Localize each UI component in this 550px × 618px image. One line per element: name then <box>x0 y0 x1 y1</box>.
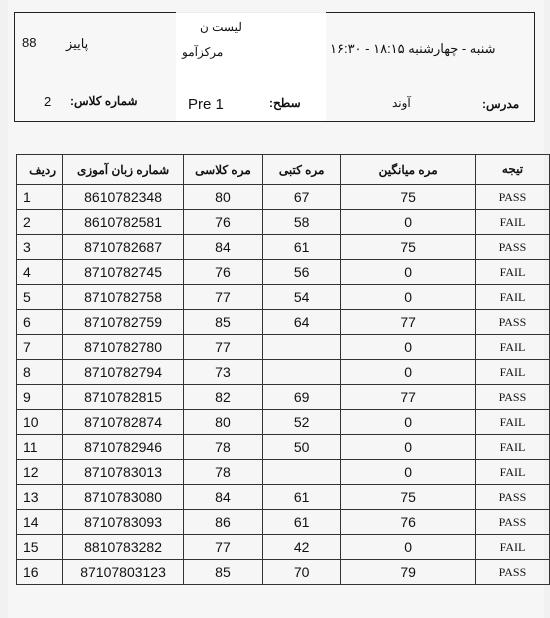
cell-written-score: 61 <box>262 510 340 535</box>
table-row <box>17 285 550 310</box>
grades-table <box>16 154 550 585</box>
class-number: 2 <box>44 94 52 109</box>
table-row <box>17 560 550 585</box>
table-row <box>17 210 550 235</box>
cell-written-score: 70 <box>262 560 340 585</box>
cell-student-id: 8610782581 <box>63 210 184 235</box>
cell-class-score: 77 <box>183 535 262 560</box>
year: 88 <box>22 35 37 50</box>
col-header-student-id: شماره زبان آموزی <box>63 155 184 185</box>
cell-result: PASS <box>475 560 549 585</box>
table-row <box>17 310 550 335</box>
cell-class-score: 78 <box>183 460 262 485</box>
cell-result: PASS <box>475 185 549 210</box>
cell-row-number: 15 <box>17 535 63 560</box>
table-row <box>17 335 550 360</box>
cell-row-number: 13 <box>17 485 63 510</box>
cell-result: PASS <box>475 310 549 335</box>
cell-result: PASS <box>475 235 549 260</box>
teacher-name: آوند <box>392 96 411 110</box>
table-row <box>17 235 550 260</box>
cell-row-number: 4 <box>17 260 63 285</box>
cell-written-score: 67 <box>262 185 340 210</box>
cell-midterm-score: 0 <box>341 460 476 485</box>
table-row <box>17 185 550 210</box>
cell-result: FAIL <box>475 285 549 310</box>
cell-midterm-score: 77 <box>341 310 476 335</box>
cell-result: FAIL <box>475 435 549 460</box>
cell-row-number: 10 <box>17 410 63 435</box>
cell-result: PASS <box>475 385 549 410</box>
cell-student-id: 8710782759 <box>63 310 184 335</box>
cell-student-id: 8710782946 <box>63 435 184 460</box>
cell-result: PASS <box>475 510 549 535</box>
cell-class-score: 84 <box>183 235 262 260</box>
col-header-midterm-score: مره میانگین <box>341 155 476 185</box>
cell-midterm-score: 77 <box>341 385 476 410</box>
cell-written-score <box>262 360 340 385</box>
cell-written-score: 52 <box>262 410 340 435</box>
cell-result: FAIL <box>475 535 549 560</box>
cell-student-id: 8710783093 <box>63 510 184 535</box>
col-header-result: تیجه <box>475 155 549 185</box>
cell-midterm-score: 0 <box>341 535 476 560</box>
cell-midterm-score: 0 <box>341 210 476 235</box>
cell-result: FAIL <box>475 210 549 235</box>
cell-result: FAIL <box>475 260 549 285</box>
cell-written-score: 61 <box>262 485 340 510</box>
cell-class-score: 78 <box>183 435 262 460</box>
cell-student-id: 8610782348 <box>63 185 184 210</box>
table-row <box>17 260 550 285</box>
cell-row-number: 16 <box>17 560 63 585</box>
season: پاییز <box>66 36 89 51</box>
cell-midterm-score: 75 <box>341 485 476 510</box>
table-row <box>17 535 550 560</box>
cell-student-id: 8710782874 <box>63 410 184 435</box>
col-header-row: ردیف <box>17 155 63 185</box>
cell-result: FAIL <box>475 460 549 485</box>
cell-written-score: 69 <box>262 385 340 410</box>
cell-student-id: 8710782794 <box>63 360 184 385</box>
cell-result: FAIL <box>475 360 549 385</box>
cell-class-score: 77 <box>183 335 262 360</box>
cell-class-score: 85 <box>183 310 262 335</box>
cell-written-score: 56 <box>262 260 340 285</box>
cell-row-number: 7 <box>17 335 63 360</box>
table-header-row <box>17 155 550 185</box>
cell-student-id: 8810783282 <box>63 535 184 560</box>
cell-class-score: 85 <box>183 560 262 585</box>
cell-written-score: 58 <box>262 210 340 235</box>
level: Pre 1 <box>188 96 224 113</box>
teacher-label: مدرس: <box>482 97 520 111</box>
table-row <box>17 410 550 435</box>
cell-row-number: 8 <box>17 360 63 385</box>
col-header-written-score: مره کتبی <box>262 155 340 185</box>
cell-written-score: 42 <box>262 535 340 560</box>
cell-midterm-score: 0 <box>341 410 476 435</box>
cell-result: FAIL <box>475 335 549 360</box>
table-row <box>17 360 550 385</box>
cell-row-number: 14 <box>17 510 63 535</box>
cell-row-number: 6 <box>17 310 63 335</box>
cell-midterm-score: 75 <box>341 185 476 210</box>
level-label: سطح: <box>269 96 301 110</box>
cell-class-score: 80 <box>183 185 262 210</box>
cell-written-score <box>262 335 340 360</box>
cell-student-id: 8710783013 <box>63 460 184 485</box>
cell-written-score: 61 <box>262 235 340 260</box>
cell-row-number: 1 <box>17 185 63 210</box>
cell-class-score: 77 <box>183 285 262 310</box>
cell-student-id: 87107803123 <box>63 560 184 585</box>
cell-midterm-score: 76 <box>341 510 476 535</box>
cell-midterm-score: 0 <box>341 435 476 460</box>
cell-row-number: 11 <box>17 435 63 460</box>
cell-student-id: 8710782687 <box>63 235 184 260</box>
cell-midterm-score: 0 <box>341 260 476 285</box>
class-number-label: شماره کلاس: <box>70 94 138 108</box>
cell-student-id: 8710782780 <box>63 335 184 360</box>
cell-class-score: 76 <box>183 210 262 235</box>
cell-midterm-score: 0 <box>341 335 476 360</box>
class-schedule: شنبه - چهارشنبه ۱۸:۱۵ - ۱۶:۳۰ <box>330 41 496 56</box>
cell-class-score: 80 <box>183 410 262 435</box>
center-name: مرکزآمو <box>182 45 224 59</box>
table-body <box>17 185 550 585</box>
cell-written-score: 54 <box>262 285 340 310</box>
cell-midterm-score: 75 <box>341 235 476 260</box>
cell-student-id: 8710783080 <box>63 485 184 510</box>
cell-row-number: 2 <box>17 210 63 235</box>
cell-class-score: 86 <box>183 510 262 535</box>
cell-result: PASS <box>475 485 549 510</box>
cell-midterm-score: 0 <box>341 360 476 385</box>
cell-student-id: 8710782745 <box>63 260 184 285</box>
table-row <box>17 510 550 535</box>
table-row <box>17 485 550 510</box>
table-row <box>17 385 550 410</box>
cell-student-id: 8710782815 <box>63 385 184 410</box>
cell-class-score: 82 <box>183 385 262 410</box>
cell-row-number: 3 <box>17 235 63 260</box>
cell-row-number: 9 <box>17 385 63 410</box>
cell-result: FAIL <box>475 410 549 435</box>
cell-class-score: 73 <box>183 360 262 385</box>
cell-row-number: 5 <box>17 285 63 310</box>
cell-class-score: 84 <box>183 485 262 510</box>
cell-written-score: 50 <box>262 435 340 460</box>
col-header-class-score: مره کلاسی <box>183 155 262 185</box>
cell-student-id: 8710782758 <box>63 285 184 310</box>
list-title: لیست ن <box>200 20 242 34</box>
table-row <box>17 435 550 460</box>
cell-written-score: 64 <box>262 310 340 335</box>
table-row <box>17 460 550 485</box>
cell-midterm-score: 79 <box>341 560 476 585</box>
cell-written-score <box>262 460 340 485</box>
cell-row-number: 12 <box>17 460 63 485</box>
cell-midterm-score: 0 <box>341 285 476 310</box>
cell-class-score: 76 <box>183 260 262 285</box>
